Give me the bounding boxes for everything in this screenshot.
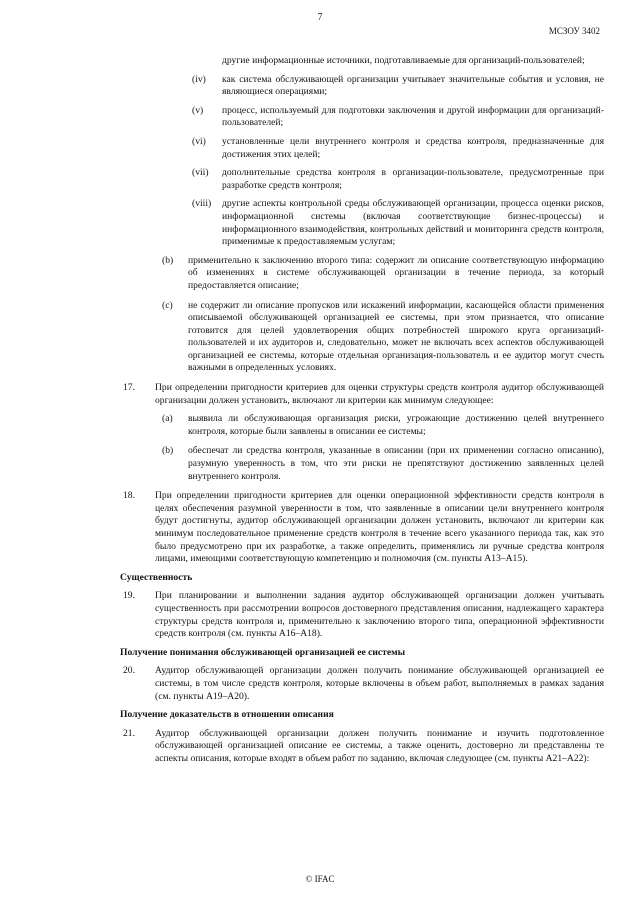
item-label: (b) xyxy=(162,445,174,457)
paragraph-21 xyxy=(123,727,604,766)
item-label: (vii) xyxy=(192,167,209,179)
paragraph-18 xyxy=(123,490,604,566)
item-text: другие аспекты контрольной среды обслуживающей организации, процесса оценки рисков, информационной системы (включая соответствующие бизнес-процессы) и информационного взаимодействия, контрольных действий и мониторинга средств контроля, применимые к предоставляемым услугам; xyxy=(222,198,604,248)
item-label: (v) xyxy=(192,104,204,116)
item-text: как система обслуживающей организации учитывает значительные события и условия, не являющиеся операциями; xyxy=(222,73,604,98)
paragraph-number: 21. xyxy=(123,727,135,739)
item-label: (c) xyxy=(162,299,173,311)
list-item xyxy=(162,413,604,438)
list-item xyxy=(192,135,604,161)
copyright-footer: © IFAC xyxy=(305,874,335,884)
list-item xyxy=(162,445,604,483)
paragraph-text: Аудитор обслуживающей организации должен получить понимание и изучить подготовленное обслуживающей организацией описание ее системы, а также оценить, достоверно ли представлены те аспекты описания, которые входят в объем работ по заданию, включая следующее (см. пункты A21–A22): xyxy=(155,727,604,764)
list-item xyxy=(192,73,604,99)
section-heading: Получение доказательств в отношении описания xyxy=(120,709,334,721)
item-label: (b) xyxy=(162,254,174,266)
item-text: выявила ли обслуживающая организация риски, угрожающие достижению целей внутреннего контроля, которые были заявлены в описании ее системы; xyxy=(188,413,604,437)
paragraph-number: 17. xyxy=(123,382,135,394)
paragraph-20 xyxy=(123,665,604,703)
item-label: (a) xyxy=(162,413,173,425)
paragraph-number: 19. xyxy=(123,590,135,602)
page-number: 7 xyxy=(317,12,323,23)
list-item xyxy=(192,104,604,130)
item-text: применительно к заключению второго типа: содержит ли описание соответствующую информацию об изменениях в системе обслуживающей организации в течение периода, за который предоставляется описание; xyxy=(188,254,604,291)
page-body xyxy=(0,55,640,772)
paragraph-text: При определении пригодности критериев для оценки структуры средств контроля аудитор обслуживающей организации должен установить, включают ли критерии как минимум следующее: xyxy=(155,382,604,406)
paragraph-19 xyxy=(123,590,604,640)
section-heading: Получение понимания обслуживающей организацией ее системы xyxy=(120,646,406,658)
paragraph-number: 18. xyxy=(123,490,135,502)
paragraph-number: 20. xyxy=(123,665,135,677)
item-text: установленные цели внутреннего контроля и средства контроля, предназначенные для достижения этих целей; xyxy=(222,135,604,160)
item-text: процесс, используемый для подготовки заключения и другой информации для организаций-пользователей; xyxy=(222,104,604,129)
list-item xyxy=(162,254,604,293)
list-item xyxy=(192,167,604,192)
paragraph-text: При определении пригодности критериев для оценки операционной эффективности средств контроля в целях обеспечения разумной уверенности в том, что заявленные в описании цели внутреннего контроля будут достигнуты, аудитор обслуживающей организации должен установить, включают ли критерии как минимум последовательное применение средств контроля в течение всего указанного периода так, как это было предусмотрено при их разработке, а также определить, применялись ли ручные средства контроля лицами, имеющими соответствующую компетенцию и полномочия (см. пункты A13–A15). xyxy=(155,490,604,565)
paragraph-17 xyxy=(123,382,604,407)
section-heading: Существенность xyxy=(120,571,193,583)
document-id: МСЗОУ 3402 xyxy=(548,26,600,36)
item-text: обеспечат ли средства контроля, указанные в описании (при их применении согласно описанию), разумную уверенность в том, что эти риски не препятствуют достижению заявленных целей внутреннего контроля. xyxy=(188,445,604,482)
item-text: дополнительные средства контроля в организации-пользователе, предусмотренные при разработке средств контроля; xyxy=(222,167,604,191)
item-label: (vi) xyxy=(192,135,206,147)
item-label: (viii) xyxy=(192,198,212,210)
item-label: (iv) xyxy=(192,73,206,85)
paragraph-text: Аудитор обслуживающей организации должен получить понимание обслуживающей организацией ее системы, в том числе средств контроля, которые включены в объем работ, выполняемых в рамках задания (см. пункты A19–A20). xyxy=(155,665,604,702)
paragraph-text: При планировании и выполнении задания аудитор обслуживающей организации должен учитывать существенность при рассмотрении вопросов достоверного представления описания, надлежащего характера структуры средств контроля и, применительно к заключению второго типа, операционной эффективности средств контроля (см. пункты A16–A18). xyxy=(155,590,604,640)
list-item xyxy=(192,198,604,248)
item-text: не содержит ли описание пропусков или искажений информации, касающейся области применения описываемой обслуживающей организацией ее системы, при этом признается, что описание готовится для целей удовлетворения общих потребностей широкого круга организаций-пользователей и их аудиторов и, следовательно, может не включать всех аспектов обслуживающей организацией ее системы, которые отдельная организация-пользователь и ее аудитор могут счесть важными в определенных условиях. xyxy=(188,299,604,374)
continuation-text: другие информационные источники, подготавливаемые для организаций-пользователей; xyxy=(222,55,585,66)
list-item xyxy=(162,299,604,376)
